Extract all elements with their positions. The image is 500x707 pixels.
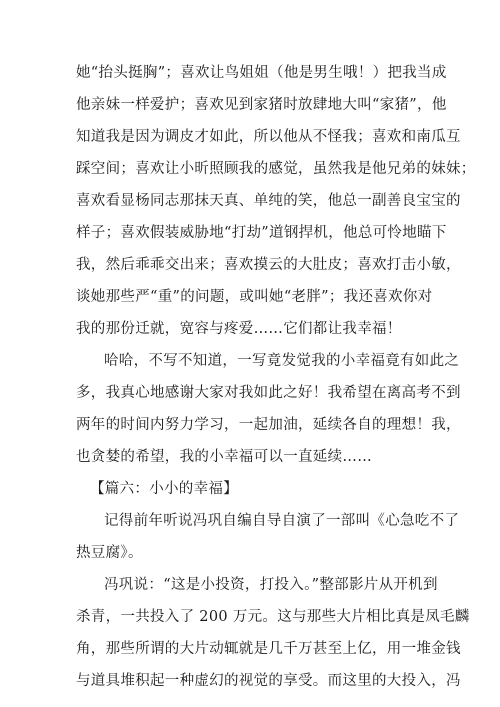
paragraph-start-line: 记得前年听说冯巩自编自导自演了一部叫《心急吃不了 — [104, 513, 460, 529]
text-line: 也贪婪的希望，我的小幸福可以一直延续…… — [76, 449, 372, 465]
paragraph-start-line: 哈哈，不写不知道，一写竟发觉我的小幸福竟有如此之 — [104, 353, 460, 369]
text-line: 我的那份迁就，宽容与疼爱……它们都让我幸福！ — [76, 321, 402, 337]
text-line: 她“抬头挺胸”；喜欢让鸟姐姐（他是男生哦！）把我当成 — [76, 65, 447, 81]
paragraph-start-line: 冯巩说：“这是小投资，打投入。”整部影片从开机到 — [104, 577, 438, 593]
text-line: 热豆腐》。 — [76, 545, 143, 561]
text-line: 知道我是因为调皮才如此，所以他从不怪我；喜欢和南瓜互 — [76, 129, 461, 145]
text-line: 谈她那些严“重”的问题，或叫她“老胖”；我还喜欢你对 — [76, 289, 433, 305]
section-heading: 【篇六：小小的幸福】 — [90, 481, 238, 497]
text-line: 我，然后乖乖交出来；喜欢摸云的大肚皮；喜欢打击小敏， — [76, 257, 461, 273]
text-line: 喜欢看显杨同志那抹天真、单纯的笑，他总一副善良宝宝的 — [76, 193, 461, 209]
text-line: 杀青，一共投入了 200 万元。这与那些大片相比真是凤毛麟 — [76, 609, 470, 625]
text-line: 踩空间；喜欢让小昕照顾我的感觉，虽然我是他兄弟的妹妹； — [76, 161, 476, 177]
text-line: 角，那些所谓的大片动辄就是几千万甚至上亿，用一堆金钱 — [76, 641, 461, 657]
text-line: 样子；喜欢假装威胁地“打劫”道钢捍机，他总可怜地瞄下 — [76, 225, 447, 241]
text-line: 多，我真心地感谢大家对我如此之好！我希望在离高考不到 — [76, 385, 461, 401]
text-line: 与道具堆积起一种虚幻的视觉的享受。而这里的大投入，冯 — [76, 673, 461, 689]
text-line: 两年的时间内努力学习，一起加油，延续各自的理想！我， — [76, 417, 461, 433]
text-line: 他亲妹一样爱护；喜欢见到家猪时放肆地大叫“家猪”，他 — [76, 97, 447, 113]
